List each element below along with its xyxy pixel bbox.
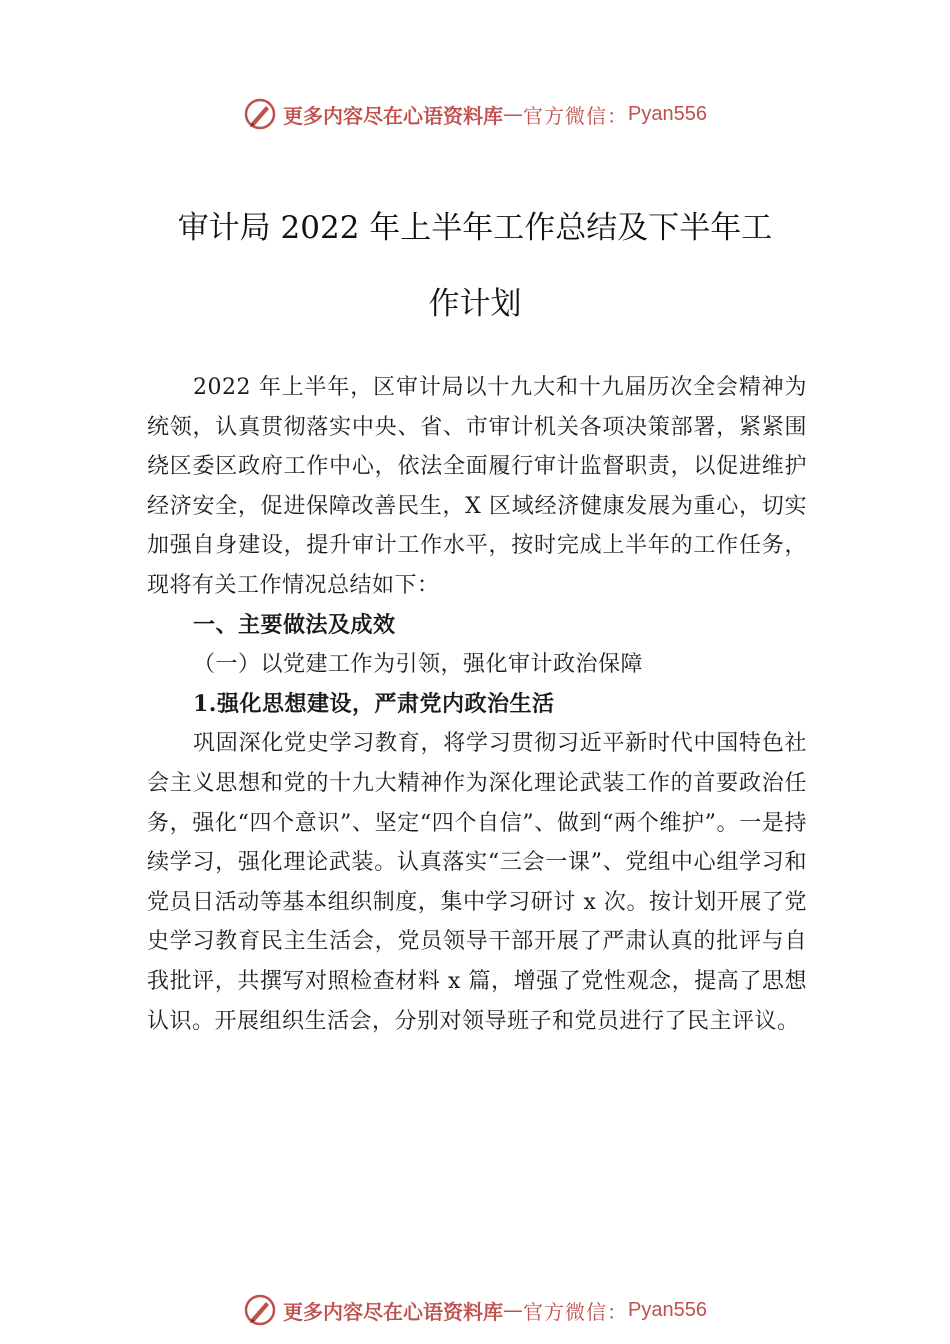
document-body <box>147 368 807 1041</box>
intro-paragraph: 2022 年上半年，区审计局以十九大和十九届历次全会精神为统领，认真贯彻落实中央、省、市审计机关各项决策部署，紧紧围绕区委区政府工作中心，依法全面履行审计监督职责，以促进维护经济安全，促进保障改善民生，X 区域经济健康发展为重心，切实加强自身建设，提升审计工作水平，按时完成上半年的工作任务，现将有关工作情况总结如下： <box>147 375 807 598</box>
document-title <box>145 190 805 342</box>
watermark-wechat-label: 官方微信： <box>523 1299 629 1324</box>
subsection-heading: （一）以党建工作为引领，强化审计政治保障 <box>193 652 644 678</box>
footer-watermark <box>0 1290 950 1330</box>
watermark-wechat-label: 官方微信： <box>523 103 629 128</box>
watermark-separator: — <box>503 102 524 126</box>
pen-logo-icon <box>243 97 277 131</box>
watermark-text: 更多内容尽在心语资料库 <box>283 1299 504 1324</box>
watermark-wechat-id: Pyan556 <box>628 102 707 125</box>
title-line-2: 作计划 <box>428 286 522 322</box>
watermark-wechat-id: Pyan556 <box>628 1298 707 1321</box>
watermark-text: 更多内容尽在心语资料库 <box>283 103 504 128</box>
header-watermark <box>0 94 950 134</box>
pen-logo-icon <box>243 1293 277 1327</box>
title-line-1: 审计局 2022 年上半年工作总结及下半年工 <box>177 210 773 246</box>
section-heading: 一、主要做法及成效 <box>193 612 396 638</box>
watermark-separator: — <box>503 1298 524 1322</box>
body-paragraph: 巩固深化党史学习教育，将学习贯彻习近平新时代中国特色社会主义思想和党的十九大精神作为深化理论武装工作的首要政治任务，强化“四个意识”、坚定“四个自信”、做到“两个维护”。一是持续学习，强化理论武装。认真落实“三会一课”、党组中心组学习和党员日活动等基本组织制度，集中学习研讨 x 次。按计划开展了党史学习教育民主生活会，党员领导干部开展了严肃认真的批评与自我批评，共撰写对照检查材料 x 篇，增强了党性观念，提高了思想认识。开展组织生活会，分别对领导班子和党员进行了民主评议。 <box>147 731 807 1034</box>
item-heading: 1.强化思想建设，严肃党内政治生活 <box>193 690 555 717</box>
